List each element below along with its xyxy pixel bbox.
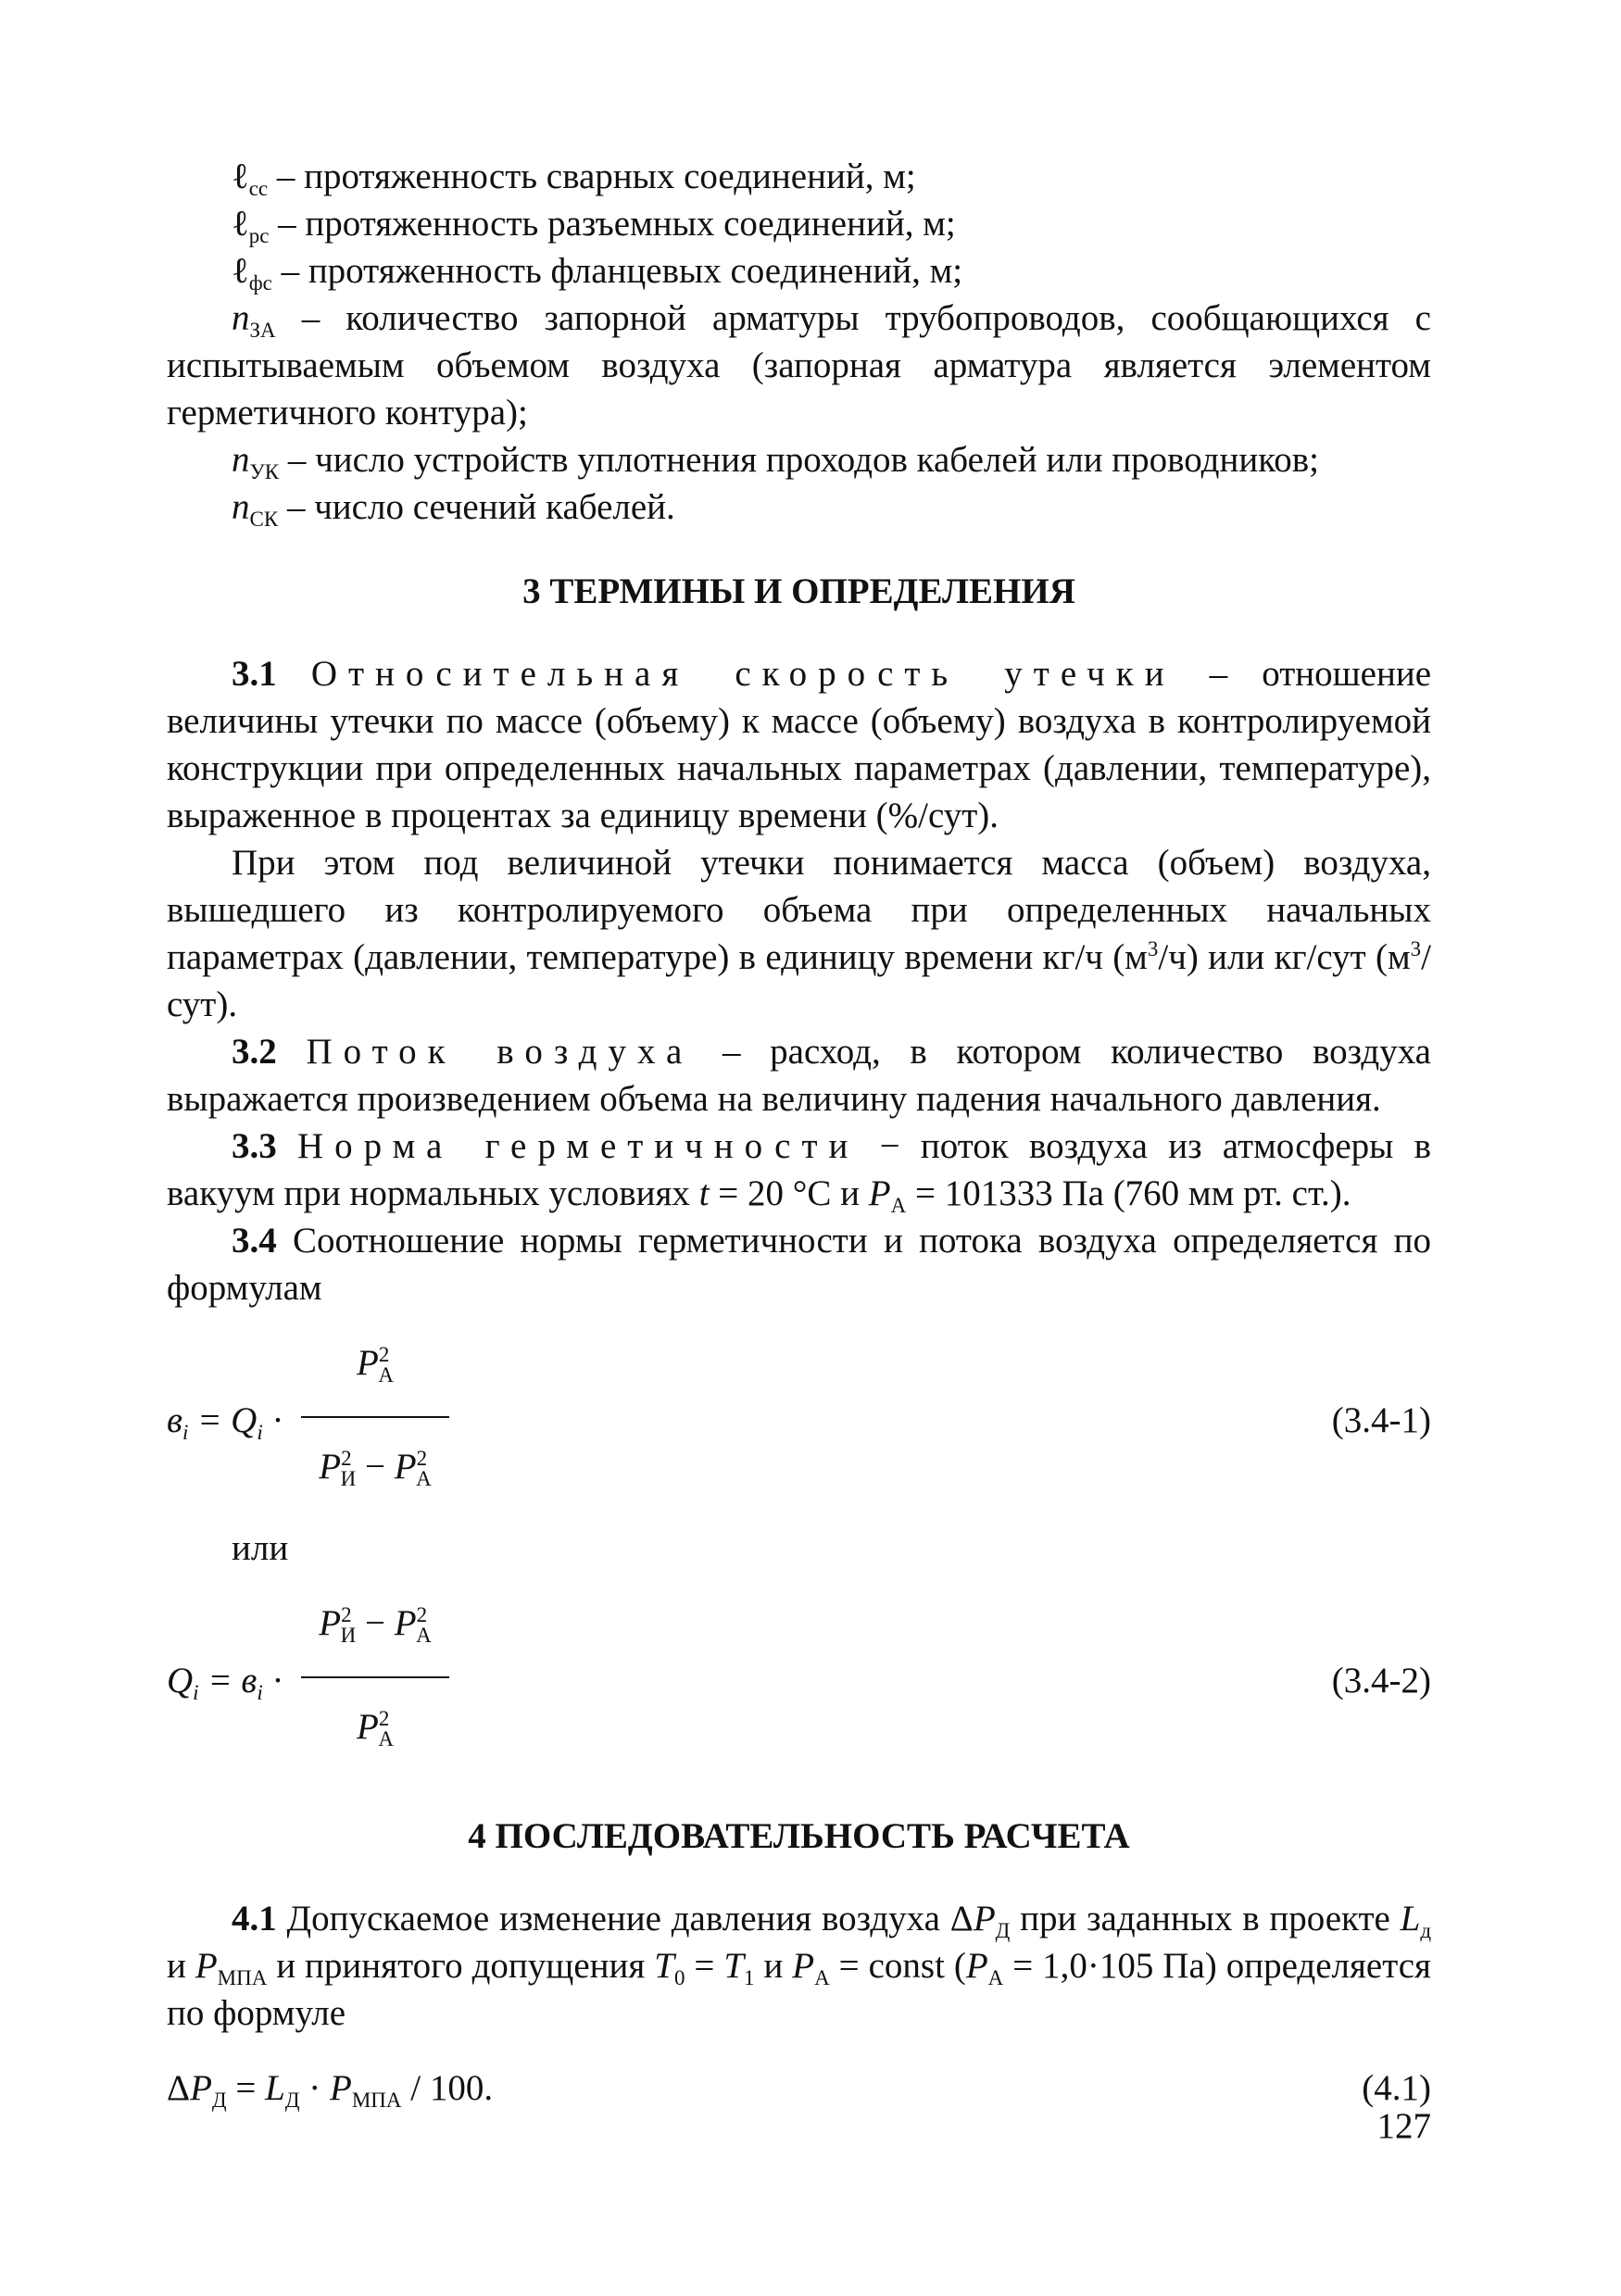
legend-item: $n_{ЗА}$ – количество запорной арматуры трубопроводов, сообщающихся с испытываемым объемом воздуха (запорная арматура является элементом герметичного контура); <box>167 298 1431 433</box>
equation-number: (4.1) <box>1362 2068 1431 2108</box>
paragraph-3-2: 3.2 Поток воздуха – расход, в котором количество воздуха выражается произведением объема на величину падения начального давления. <box>167 1032 1431 1119</box>
equation-number: (3.4-1) <box>1331 1400 1431 1440</box>
document-page <box>167 153 1431 2112</box>
term: Поток воздуха <box>306 1032 694 1072</box>
legend-symbol: ℓ <box>232 251 249 291</box>
term: Норма герметичности <box>297 1126 860 1166</box>
legend-symbol: n <box>232 298 250 338</box>
legend-item: ℓ$_{рс}$ – протяженность разъемных соединений, м; <box>232 204 956 247</box>
section-4-heading: 4 ПОСЛЕДОВАТЕЛЬНОСТЬ РАСЧЕТА <box>468 1816 1130 1856</box>
legend-item: $n_{СК}$ – число сечений кабелей. <box>232 487 675 531</box>
formula-4-1 <box>167 2064 1431 2112</box>
formula-3-4-2 <box>167 1590 1431 1775</box>
term: Относительная скорость утечки <box>310 654 1175 694</box>
legend-item: ℓ$_{фс}$ – протяженность фланцевых соединений, м; <box>232 251 963 295</box>
equation-number: (3.4-2) <box>1331 1661 1431 1700</box>
fraction-numerator: $P^2_И - P^2_А$ <box>319 1603 432 1647</box>
formula-3-4-1 <box>167 1330 1431 1515</box>
legend-item: ℓ$_{сс}$ – протяженность сварных соединений, м; <box>232 157 916 200</box>
formula-body: $\Delta P_Д = L_Д \cdot P_{МПА} / 100$. <box>167 2068 494 2112</box>
paragraph-3-1-note: При этом под величиной утечки понимается масса (объем) воздуха, вышедшего из контролируемого объема при определенных начальных параметрах (давлении, температуре) в единицу времени кг/ч $(м^3/ч)$ или кг/сут $(м^3/сут)$. <box>167 843 1431 1024</box>
legend-symbol: n <box>232 440 250 480</box>
section-3-heading: 3 ТЕРМИНЫ И ОПРЕДЕЛЕНИЯ <box>522 571 1075 611</box>
paragraph-4-1: 4.1 Допускаемое изменение давления воздуха $\Delta P_Д$ при заданных в проекте $L_д$ и $P_{МПА}$ и принятого допущения $T_0 = T_1$ и $P_А$ = const ($P_А = 1,0\cdot 105$ Па) определяется по формуле <box>167 1899 1432 2033</box>
page-number: 127 <box>1376 2106 1431 2146</box>
fraction-bar <box>301 1676 449 1678</box>
paragraph-3-3: 3.3 Норма герметичности − поток воздуха из атмосферы в вакуум при нормальных условиях t = 20 °С и $P_А = 101333$ Па (760 мм рт. ст.). <box>167 1126 1432 1217</box>
paragraph-3-4: 3.4 Соотношение нормы герметичности и потока воздуха определяется по формулам <box>167 1221 1431 1308</box>
fraction-numerator: $P^2_А$ <box>357 1343 394 1386</box>
legend-symbol: n <box>232 487 250 527</box>
symbol-legend <box>167 153 1431 531</box>
legend-symbol: ℓ <box>232 157 249 196</box>
or-word: или <box>232 1528 289 1568</box>
fraction-denominator: $P^2_И - P^2_А$ <box>319 1447 432 1490</box>
fraction-denominator: $P^2_А$ <box>357 1707 394 1750</box>
fraction-bar <box>301 1416 449 1418</box>
legend-symbol: ℓ <box>232 204 249 244</box>
formula-lhs: $Q_i = в_i$ · <box>167 1661 284 1704</box>
formula-lhs: $в_i = Q_i$ · <box>167 1400 284 1444</box>
paragraph-3-1: 3.1 Относительная скорость утечки – отношение величины утечки по массе (объему) к массе (объему) воздуха в контролируемой конструкции при определенных начальных параметрах (давлении, температуре), выраженное в процентах за единицу времени (%/сут). <box>167 654 1432 835</box>
legend-item: $n_{УК}$ – число устройств уплотнения проходов кабелей или проводников; <box>232 440 1319 483</box>
